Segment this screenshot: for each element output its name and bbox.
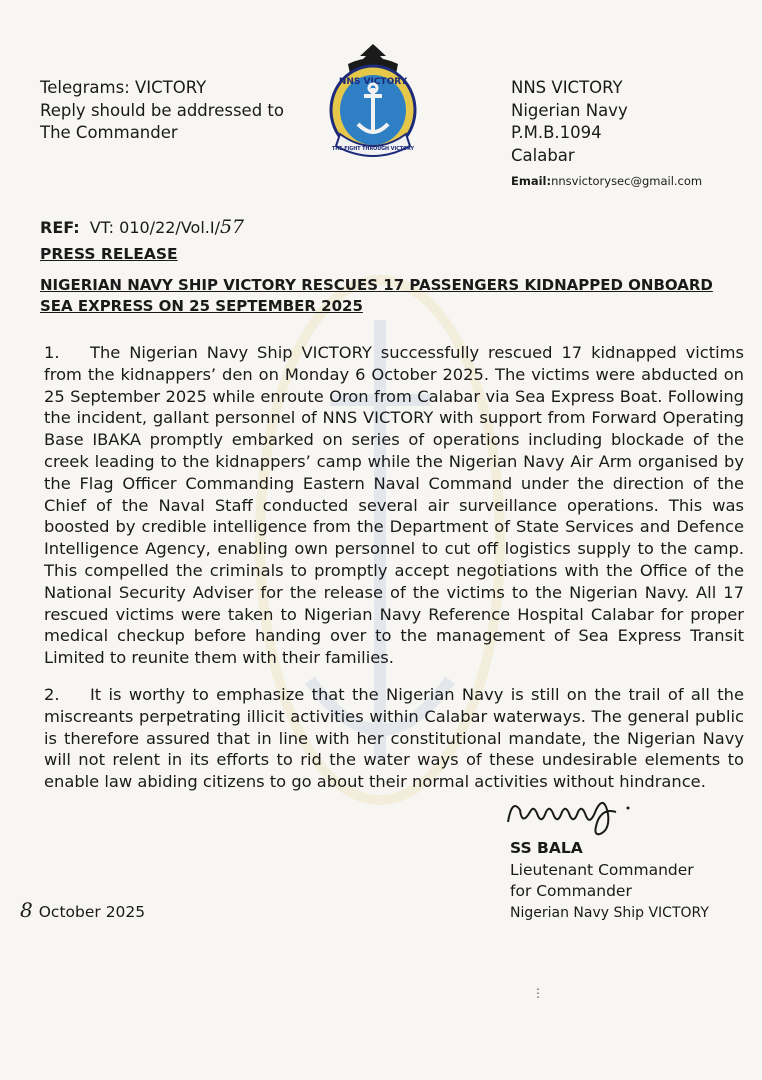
page-mark: ⋮ (532, 986, 544, 1000)
paragraph-number: 2. (44, 685, 60, 704)
signature (500, 790, 640, 840)
header-right-block (511, 77, 702, 193)
ship-name-line: NNS VICTORY (511, 78, 623, 97)
reference-value: VT: 010/22/Vol.I/ (89, 218, 220, 237)
signatory-capacity: for Commander (510, 882, 632, 900)
paragraph-text: The Nigerian Navy Ship VICTORY successfully rescued 17 kidnapped victims from the kidnappers’ den on Monday 6 October 2025. The victims were abducted on 25 September 2025 while enroute Oron from Calabar via Sea Express Boat. Following the incident, gallant personnel of NNS VICTORY with support from Forward Operating Base IBAKA promptly embarked on series of operations including blockade of the creek leading to the kidnappers’ camp while the Nigerian Navy Air Arm organised by the Flag Officer Commanding Eastern Naval Command under the direction of the Chief of the Naval Staff conducted several air surveillance operations. This was boosted by credible intelligence from the Department of State Services and Defence Intelligence Agency, enabling own personnel to cut off logistics supply to the camp. This compelled the criminals to promptly accept negotiations with the Office of the National Security Adviser for the release of the victims to the Nigerian Navy. All 17 rescued victims were taken to Nigerian Navy Reference Hospital Calabar for proper medical checkup before handing over to the management of Sea Express Transit Limited to reunite them with their families. (44, 343, 744, 668)
navy-line: Nigerian Navy (511, 100, 628, 120)
svg-text:NNS VICTORY: NNS VICTORY (338, 77, 408, 87)
date-line (20, 898, 145, 922)
pmb-line: P.M.B.1094 (511, 123, 602, 142)
signature-block (510, 838, 709, 924)
reference-handwritten: 57 (219, 216, 245, 238)
paragraph-1 (44, 342, 744, 669)
svg-text:THE FIGHT THROUGH VICTORY: THE FIGHT THROUGH VICTORY (331, 147, 415, 152)
email-value[interactable]: nnsvictorysec@gmail.com (551, 174, 703, 188)
paragraph-text: It is worthy to emphasize that the Nigerian Navy is still on the trail of all the miscreants perpetrating illicit activities within Calabar waterways. The general public is therefore assured that in line with her constitutional mandate, the Nigerian Navy will not relent in its efforts to rid the water ways of these undesirable elements to enable law abiding citizens to go about their normal activities without hindrance. (44, 685, 744, 792)
date-day-handwritten: 8 (20, 898, 33, 922)
press-release-title: PRESS RELEASE (40, 245, 178, 263)
signatory-name: SS BALA (510, 839, 583, 857)
city-line: Calabar (511, 145, 575, 165)
telegrams-line: Telegrams: VICTORY (40, 78, 207, 97)
signatory-rank: Lieutenant Commander (510, 860, 694, 879)
commander-line: The Commander (40, 123, 178, 142)
email-label: Email: (511, 174, 552, 188)
navy-crest-logo (318, 42, 428, 162)
headline: NIGERIAN NAVY SHIP VICTORY RESCUES 17 PASSENGERS KIDNAPPED ONBOARD SEA EXPRESS ON 25 SEPTEMBER 2025 (40, 276, 713, 315)
date-month-year: October 2025 (38, 903, 146, 921)
reference-line (40, 216, 244, 238)
signatory-unit: Nigerian Navy Ship VICTORY (510, 904, 709, 921)
email-line (511, 170, 702, 193)
reference-label: REF: (40, 218, 80, 237)
reply-line: Reply should be addressed to (40, 100, 284, 120)
paragraph-2 (44, 684, 744, 793)
paragraph-number: 1. (44, 343, 60, 362)
header-left-block (40, 77, 284, 145)
